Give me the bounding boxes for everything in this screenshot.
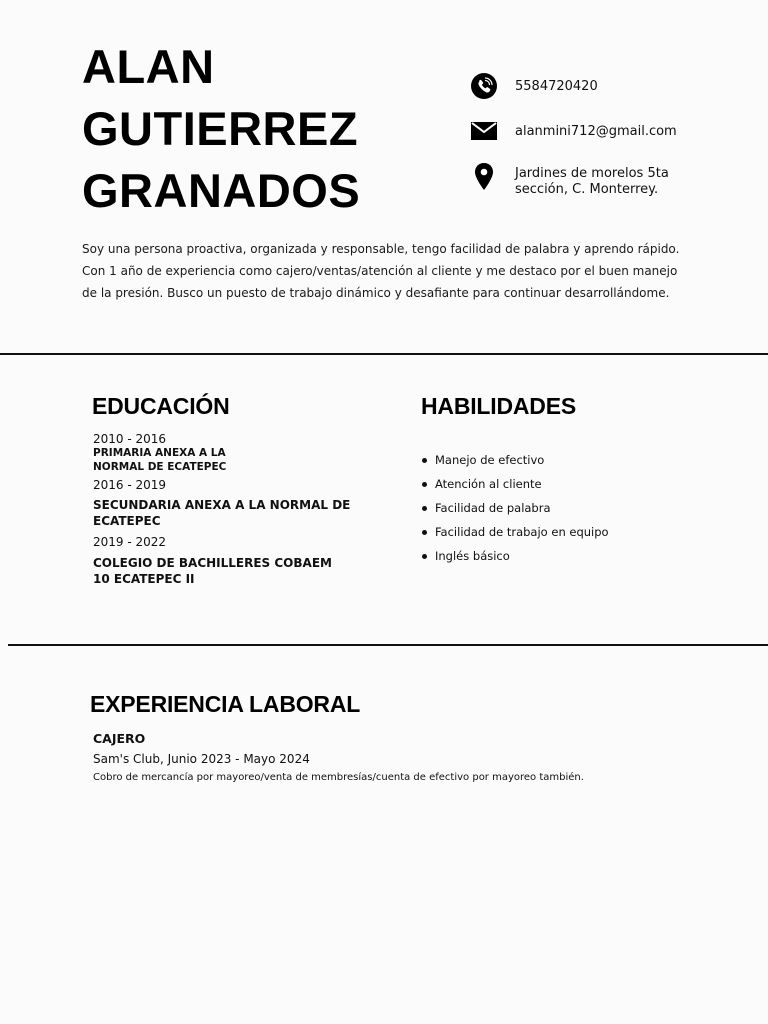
- address: [515, 166, 669, 198]
- job-place-dates: Sam's Club, Junio 2023 - Mayo 2024: [93, 752, 310, 766]
- skill-item: Manejo de efectivo: [421, 448, 609, 472]
- address-line: sección, C. Monterrey.: [515, 182, 659, 197]
- education-school: SECUNDARIA ANEXA A LA NORMAL DE ECATEPEC: [93, 498, 351, 528]
- name-line: GUTIERREZ: [82, 102, 359, 155]
- education-title: EDUCACIÓN: [92, 393, 230, 419]
- phone-icon: [470, 72, 498, 100]
- section-divider: [0, 353, 768, 355]
- name-line: GRANADOS: [82, 164, 361, 217]
- education-item: [93, 478, 353, 529]
- skill-item: Facilidad de palabra: [421, 496, 609, 520]
- job-entry: [93, 731, 584, 785]
- job-role: CAJERO: [93, 731, 146, 746]
- profile-summary: Soy una persona proactiva, organizada y responsable, tengo facilidad de palabra y aprendo rápido. Con 1 año de experiencia como cajero/ventas/atención al cliente y me destaco por el buen manejo de la presión. Busco un puesto de trabajo dinámico y desafiante para continuar desarrollándome.: [82, 242, 680, 300]
- skills-list: [421, 448, 609, 568]
- skill-item: Inglés básico: [421, 544, 609, 568]
- skills-title: HABILIDADES: [421, 393, 576, 419]
- education-school: COLEGIO DE BACHILLERES COBAEM 10 ECATEPEC II: [93, 556, 332, 586]
- education-years: 2016 - 2019: [93, 478, 167, 492]
- phone-number: 5584720420: [515, 79, 598, 94]
- experience-title: EXPERIENCIA LABORAL: [90, 691, 361, 717]
- education-years: 2019 - 2022: [93, 535, 167, 549]
- skill-item: Atención al cliente: [421, 472, 609, 496]
- job-description: Cobro de mercancía por mayoreo/venta de membresías/cuenta de efectivo por mayoreo también.: [93, 772, 584, 783]
- email-icon: [470, 117, 498, 145]
- name-line: ALAN: [82, 40, 215, 93]
- address-line: Jardines de morelos 5ta: [515, 166, 669, 181]
- location-pin-icon: [470, 163, 498, 191]
- candidate-name: [82, 36, 422, 222]
- education-item: [93, 432, 353, 474]
- education-school: PRIMARIA ANEXA A LA NORMAL DE ECATEPEC: [93, 447, 227, 473]
- skill-item: Facilidad de trabajo en equipo: [421, 520, 609, 544]
- education-years: 2010 - 2016: [93, 432, 167, 446]
- education-item: [93, 535, 353, 587]
- section-divider: [8, 644, 768, 646]
- email-address: alanmini712@gmail.com: [515, 124, 677, 139]
